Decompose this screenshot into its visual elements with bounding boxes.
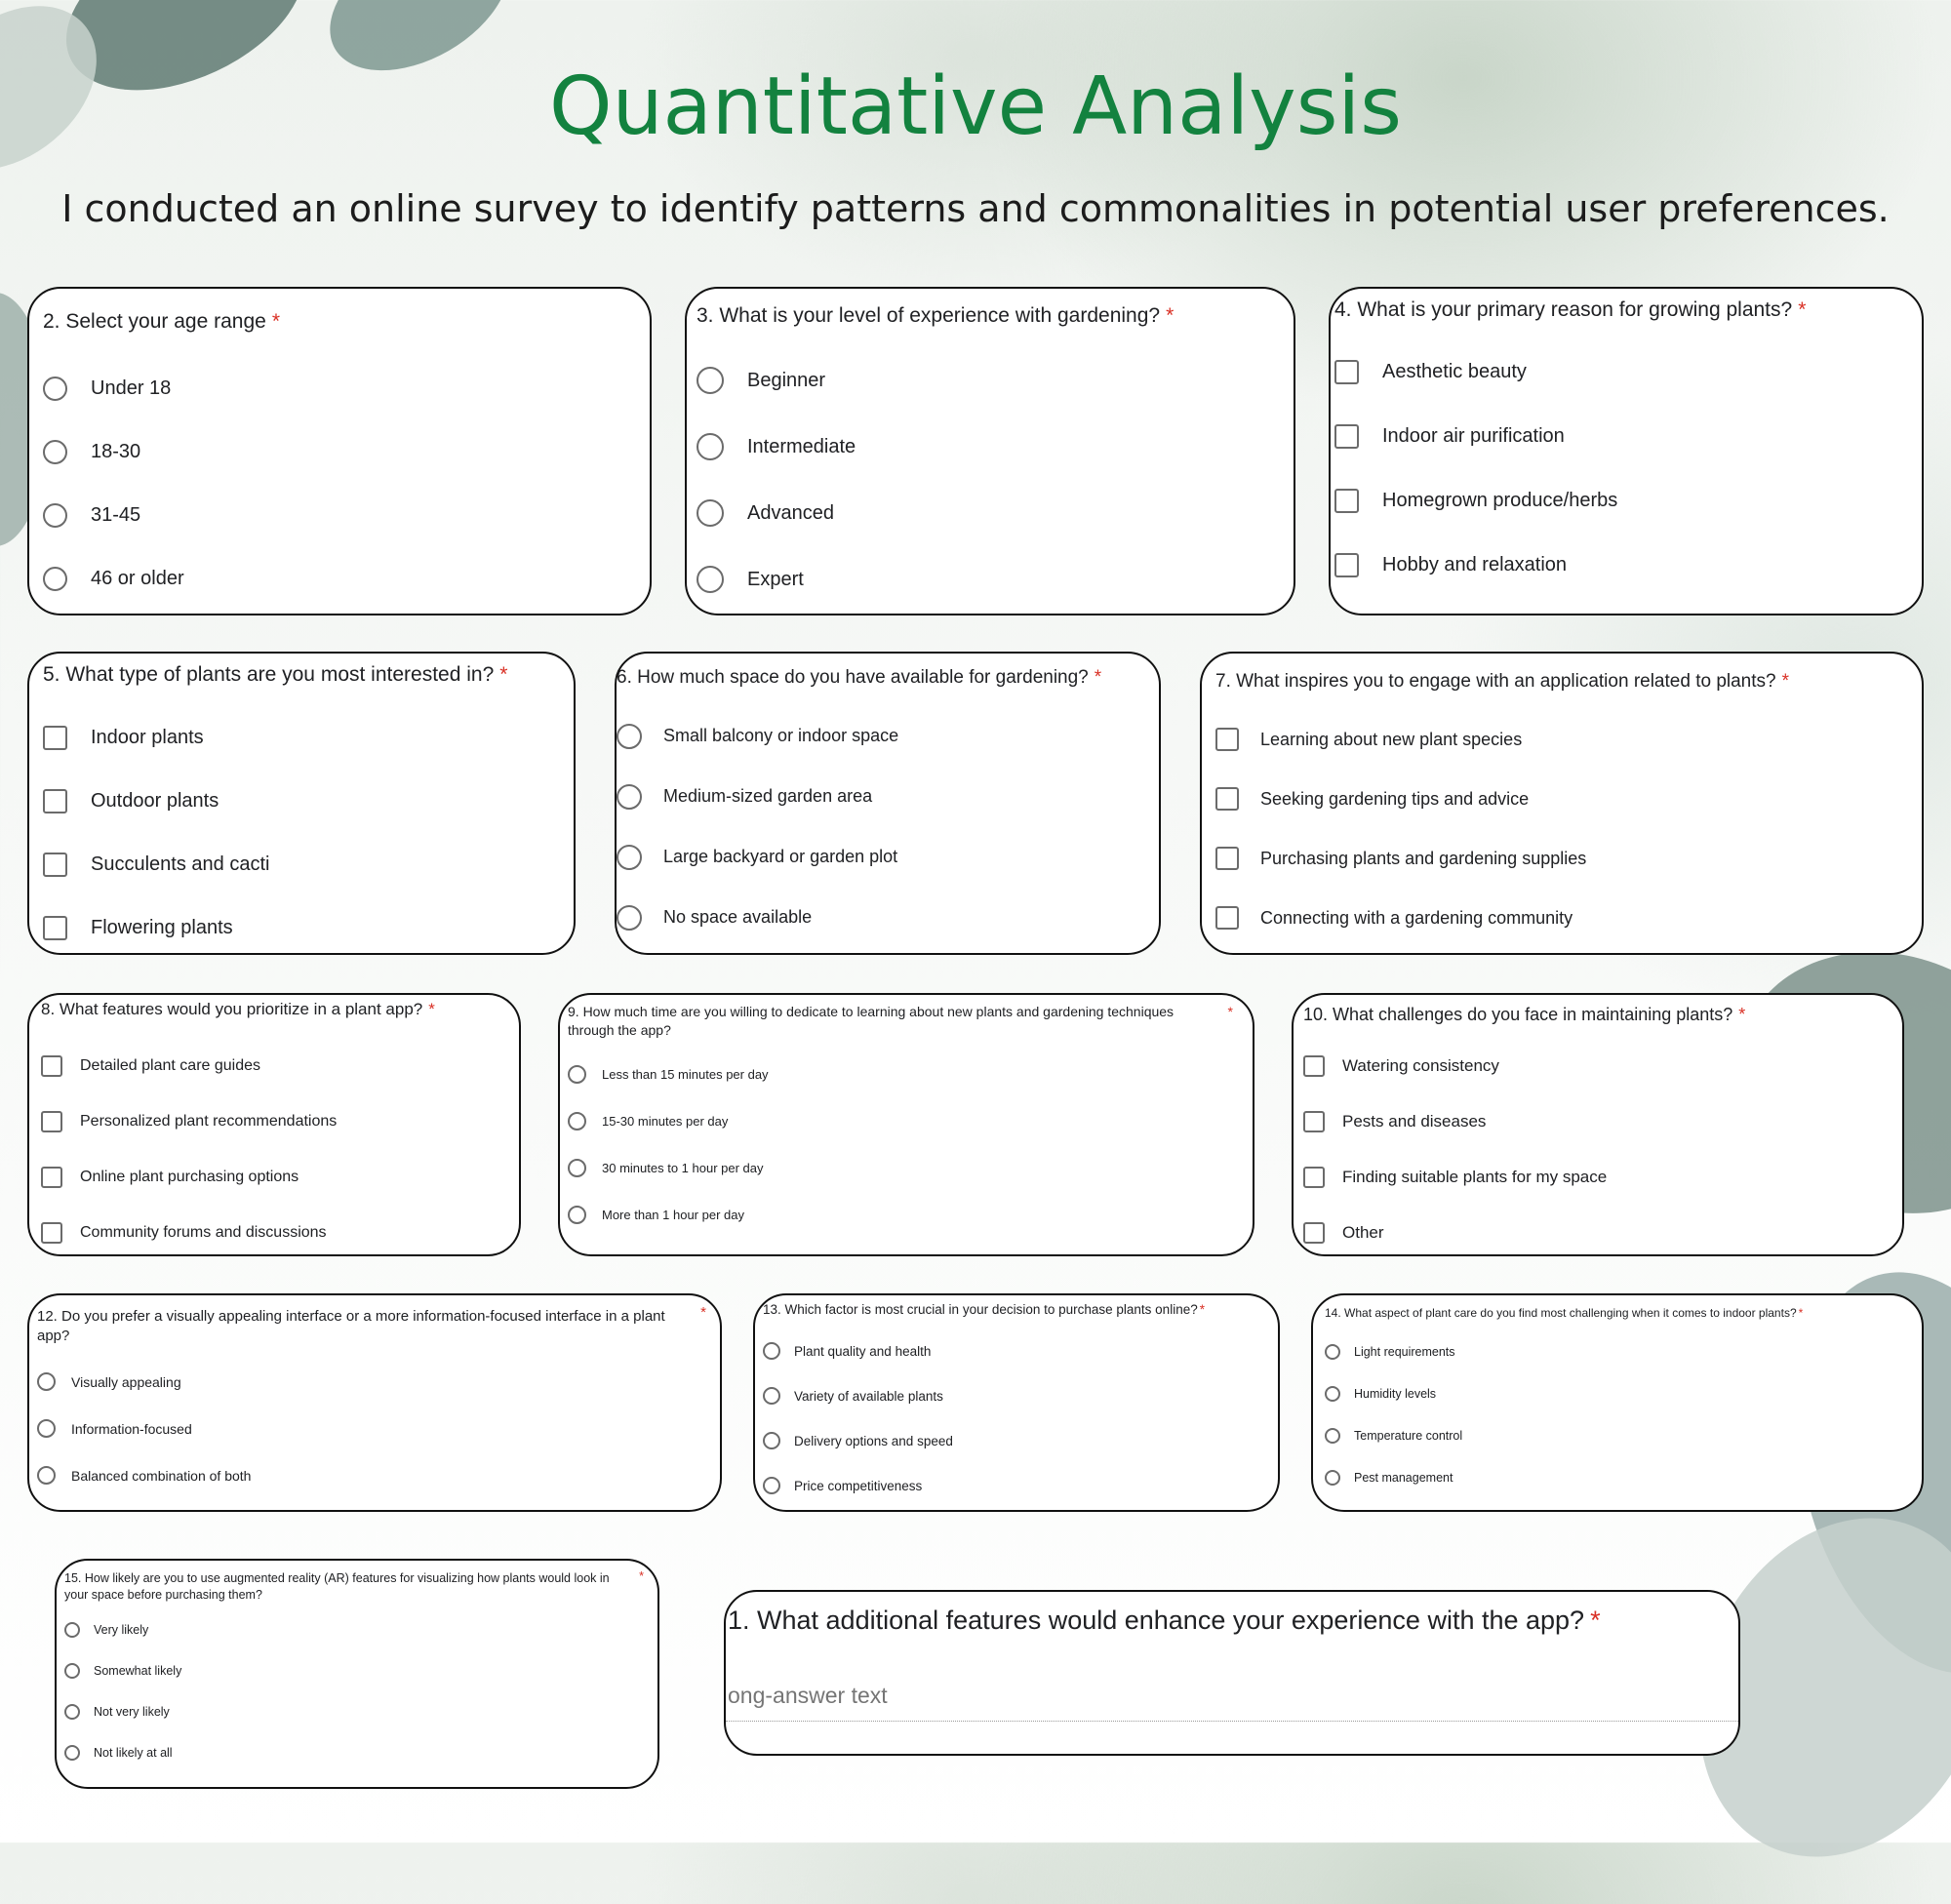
checkbox[interactable] <box>41 1222 62 1244</box>
radio-option[interactable]: Beginner <box>697 347 1284 414</box>
question-text: 7. What inspires you to engage with an application related to plants? <box>1215 671 1776 692</box>
checkbox-option[interactable]: Learning about new plant species <box>1215 710 1908 770</box>
required-mark: * <box>639 1569 644 1583</box>
checkbox[interactable] <box>1334 424 1359 449</box>
required-mark: * <box>1781 671 1789 692</box>
radio-button[interactable] <box>763 1387 780 1405</box>
checkbox-option[interactable]: Flowering plants <box>43 896 560 960</box>
radio-button[interactable] <box>37 1419 56 1438</box>
radio-button[interactable] <box>64 1745 80 1761</box>
checkbox[interactable] <box>41 1055 62 1077</box>
question-card-interface <box>27 1293 722 1512</box>
checkbox-option[interactable]: Seeking gardening tips and advice <box>1215 770 1908 829</box>
required-mark: * <box>1798 1306 1804 1320</box>
required-mark: * <box>1227 1004 1233 1019</box>
radio-button[interactable] <box>43 440 67 464</box>
radio-button[interactable] <box>1325 1428 1340 1444</box>
question-text: 10. What challenges do you face in maintaining plants? <box>1303 1005 1733 1024</box>
question-card-reason <box>1329 287 1924 615</box>
question-text: 5. What type of plants are you most interested in? <box>43 663 495 686</box>
radio-button[interactable] <box>617 784 642 810</box>
radio-option[interactable]: Not very likely <box>64 1691 650 1732</box>
radio-option[interactable]: More than 1 hour per day <box>568 1192 1245 1239</box>
checkbox[interactable] <box>1303 1055 1325 1077</box>
radio-button[interactable] <box>1325 1470 1340 1486</box>
option-list <box>1325 1330 1910 1498</box>
question-text: 8. What features would you prioritize in a plant app? <box>41 1000 423 1018</box>
option-list <box>43 706 560 960</box>
question-card-experience <box>685 287 1295 615</box>
option-list <box>43 357 636 611</box>
radio-button[interactable] <box>617 905 642 931</box>
option-list <box>697 347 1284 613</box>
radio-button[interactable] <box>37 1372 56 1391</box>
question-text: 2. Select your age range <box>43 310 266 333</box>
radio-button[interactable] <box>43 567 67 591</box>
checkbox[interactable] <box>41 1167 62 1188</box>
option-list <box>1303 1038 1892 1260</box>
radio-option[interactable]: Visually appealing <box>37 1359 712 1406</box>
radio-button[interactable] <box>697 433 724 460</box>
radio-button[interactable] <box>617 845 642 870</box>
checkbox[interactable] <box>43 853 67 877</box>
radio-option[interactable]: 31-45 <box>43 484 636 547</box>
long-answer-input[interactable] <box>726 1670 1738 1722</box>
option-list <box>64 1609 650 1773</box>
checkbox[interactable] <box>1334 489 1359 513</box>
question-text: 12. Do you prefer a visually appealing interface or a more information-focused interface in a plant app? <box>37 1308 665 1345</box>
required-mark: * <box>428 1000 435 1018</box>
option-list <box>617 706 1159 948</box>
radio-button[interactable] <box>697 367 724 394</box>
option-list <box>1334 339 1918 597</box>
required-mark: * <box>1166 304 1175 327</box>
required-mark: * <box>1738 1005 1746 1024</box>
checkbox[interactable] <box>43 726 67 750</box>
option-list <box>37 1359 712 1499</box>
radio-button[interactable] <box>568 1159 586 1177</box>
checkbox-option[interactable]: Outdoor plants <box>43 770 560 833</box>
radio-button[interactable] <box>37 1466 56 1485</box>
required-mark: * <box>499 663 508 686</box>
radio-option[interactable]: Price competitiveness <box>763 1463 1270 1508</box>
question-card-purchase-factor <box>753 1293 1280 1512</box>
radio-option[interactable]: 46 or older <box>43 547 636 611</box>
question-card-features <box>27 993 521 1256</box>
radio-option[interactable]: Advanced <box>697 480 1284 546</box>
required-mark: * <box>1590 1606 1601 1635</box>
checkbox[interactable] <box>1215 906 1239 930</box>
question-card-additional-features <box>724 1590 1740 1756</box>
radio-option[interactable]: Medium-sized garden area <box>617 767 1159 827</box>
checkbox-option[interactable]: Aesthetic beauty <box>1334 339 1918 404</box>
radio-button[interactable] <box>697 566 724 593</box>
checkbox-option[interactable]: Finding suitable plants for my space <box>1303 1149 1892 1205</box>
checkbox-option[interactable]: Purchasing plants and gardening supplies <box>1215 829 1908 889</box>
radio-option[interactable]: Intermediate <box>697 414 1284 480</box>
question-card-ar <box>55 1559 659 1789</box>
radio-option[interactable]: Very likely <box>64 1609 650 1650</box>
radio-button[interactable] <box>763 1477 780 1494</box>
page-subtitle: I conducted an online survey to identify patterns and commonalities in potential user preferences. <box>61 187 1890 230</box>
radio-button[interactable] <box>617 724 642 749</box>
radio-button[interactable] <box>763 1432 780 1449</box>
option-list <box>41 1039 507 1261</box>
checkbox[interactable] <box>1303 1167 1325 1188</box>
radio-option[interactable]: No space available <box>617 888 1159 948</box>
required-mark: * <box>700 1304 706 1321</box>
question-card-inspiration <box>1200 652 1924 955</box>
checkbox[interactable] <box>41 1111 62 1132</box>
checkbox-option[interactable]: Community forums and discussions <box>41 1206 507 1261</box>
checkbox[interactable] <box>1215 847 1239 870</box>
question-card-care-challenge <box>1311 1293 1924 1512</box>
checkbox-option[interactable]: Homegrown produce/herbs <box>1334 468 1918 533</box>
radio-button[interactable] <box>697 499 724 527</box>
question-text: 9. How much time are you willing to dedicate to learning about new plants and gardening techniques through the app? <box>568 1004 1175 1038</box>
radio-button[interactable] <box>64 1622 80 1638</box>
checkbox-option[interactable]: Succulents and cacti <box>43 833 560 896</box>
question-text: 3. What is your level of experience with gardening? <box>697 304 1161 327</box>
radio-button[interactable] <box>763 1342 780 1360</box>
radio-option[interactable]: Light requirements <box>1325 1330 1910 1372</box>
question-text: 4. What is your primary reason for growing plants? <box>1334 298 1793 321</box>
radio-button[interactable] <box>568 1206 586 1224</box>
radio-button[interactable] <box>43 503 67 528</box>
radio-button[interactable] <box>43 377 67 401</box>
radio-option[interactable]: Expert <box>697 546 1284 613</box>
required-mark: * <box>1199 1302 1205 1317</box>
required-mark: * <box>1798 298 1807 321</box>
question-text: 1. What additional features would enhance your experience with the app? <box>728 1606 1585 1635</box>
checkbox-option[interactable]: Indoor plants <box>43 706 560 770</box>
question-text: 13. Which factor is most crucial in your decision to purchase plants online? <box>763 1302 1198 1317</box>
required-mark: * <box>271 310 281 333</box>
checkbox-option[interactable]: Indoor air purification <box>1334 404 1918 468</box>
radio-option[interactable]: 15-30 minutes per day <box>568 1098 1245 1145</box>
radio-option[interactable]: 18-30 <box>43 420 636 484</box>
radio-option[interactable]: Somewhat likely <box>64 1650 650 1691</box>
question-text: 6. How much space do you have available for gardening? <box>617 667 1089 688</box>
radio-option[interactable]: Less than 15 minutes per day <box>568 1051 1245 1098</box>
checkbox-option[interactable]: Detailed plant care guides <box>41 1039 507 1094</box>
radio-button[interactable] <box>64 1704 80 1720</box>
page-title: Quantitative Analysis <box>549 60 1402 153</box>
radio-button[interactable] <box>1325 1344 1340 1360</box>
radio-button[interactable] <box>568 1112 586 1130</box>
checkbox[interactable] <box>43 789 67 813</box>
option-list <box>568 1051 1245 1239</box>
checkbox[interactable] <box>1303 1222 1325 1244</box>
checkbox-option[interactable]: Pests and diseases <box>1303 1093 1892 1149</box>
question-card-space <box>615 652 1161 955</box>
question-text: 14. What aspect of plant care do you find most challenging when it comes to indoor plants? <box>1325 1306 1797 1320</box>
question-card-plant-type <box>27 652 576 955</box>
question-card-challenges <box>1292 993 1904 1256</box>
checkbox[interactable] <box>1215 728 1239 751</box>
radio-option[interactable]: Delivery options and speed <box>763 1418 1270 1463</box>
radio-option[interactable]: Plant quality and health <box>763 1329 1270 1373</box>
radio-option[interactable]: Not likely at all <box>64 1732 650 1773</box>
option-list <box>763 1329 1270 1508</box>
radio-option[interactable]: Under 18 <box>43 357 636 420</box>
radio-option[interactable]: Variety of available plants <box>763 1373 1270 1418</box>
checkbox-option[interactable]: Hobby and relaxation <box>1334 533 1918 597</box>
checkbox[interactable] <box>1334 360 1359 384</box>
radio-option[interactable]: 30 minutes to 1 hour per day <box>568 1145 1245 1192</box>
checkbox[interactable] <box>1303 1111 1325 1132</box>
checkbox-option[interactable]: Other <box>1303 1205 1892 1260</box>
required-mark: * <box>1094 667 1102 688</box>
question-card-time <box>558 993 1254 1256</box>
checkbox[interactable] <box>43 916 67 940</box>
checkbox[interactable] <box>1334 553 1359 577</box>
radio-option[interactable]: Small balcony or indoor space <box>617 706 1159 767</box>
radio-option[interactable]: Balanced combination of both <box>37 1452 712 1499</box>
checkbox-option[interactable]: Online plant purchasing options <box>41 1150 507 1206</box>
radio-button[interactable] <box>64 1663 80 1679</box>
radio-option[interactable]: Temperature control <box>1325 1414 1910 1456</box>
radio-button[interactable] <box>568 1065 586 1084</box>
checkbox-option[interactable]: Watering consistency <box>1303 1038 1892 1093</box>
radio-option[interactable]: Humidity levels <box>1325 1372 1910 1414</box>
question-text: 15. How likely are you to use augmented reality (AR) features for visualizing how plants would look in your space before purchasing them? <box>64 1571 610 1602</box>
checkbox[interactable] <box>1215 787 1239 811</box>
question-card-age <box>27 287 652 615</box>
checkbox-option[interactable]: Connecting with a gardening community <box>1215 889 1908 948</box>
radio-option[interactable]: Pest management <box>1325 1456 1910 1498</box>
radio-button[interactable] <box>1325 1386 1340 1402</box>
radio-option[interactable]: Information-focused <box>37 1406 712 1452</box>
checkbox-option[interactable]: Personalized plant recommendations <box>41 1094 507 1150</box>
radio-option[interactable]: Large backyard or garden plot <box>617 827 1159 888</box>
option-list <box>1215 710 1908 948</box>
